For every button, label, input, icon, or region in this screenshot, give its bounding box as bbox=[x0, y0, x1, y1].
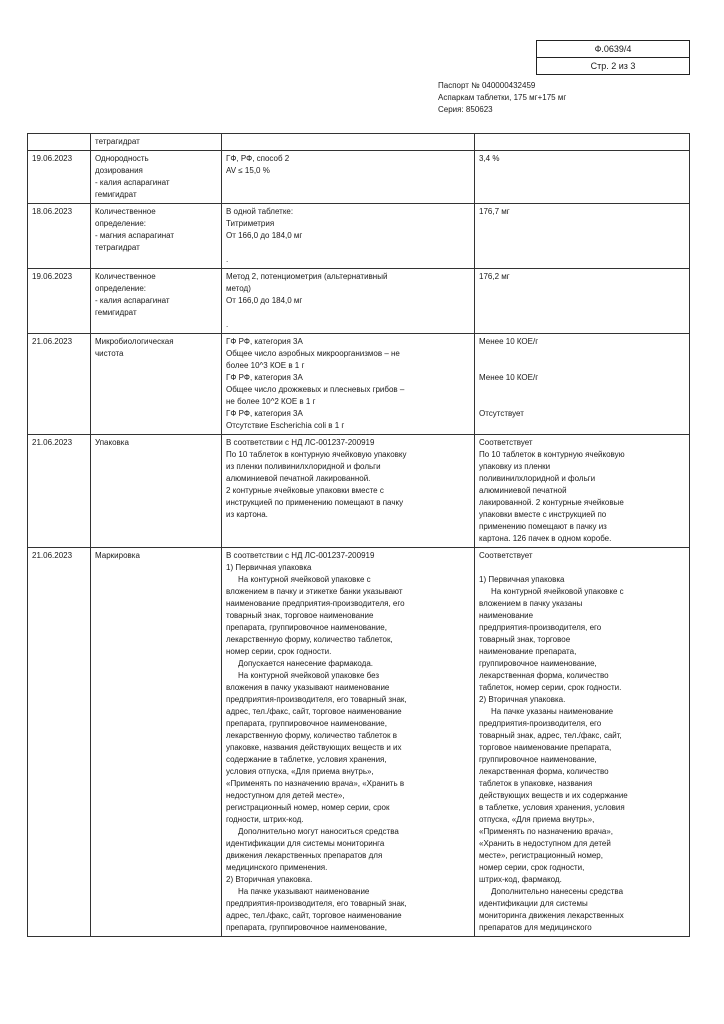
cell-line: метод) bbox=[226, 284, 251, 293]
cell-line: От 166,0 до 184,0 мг bbox=[226, 231, 303, 240]
cell-line: Однородность bbox=[95, 154, 149, 163]
cell-line: мониторинга движения лекарственных bbox=[479, 911, 624, 920]
cell-line bbox=[226, 307, 470, 319]
cell-line: гемигидрат bbox=[95, 308, 137, 317]
cell-line: Титриметрия bbox=[226, 219, 275, 228]
table-row bbox=[28, 548, 690, 937]
cell-line: предприятия-производителя, его товарный знак, bbox=[226, 899, 407, 908]
parameter-cell bbox=[91, 435, 222, 548]
cell-line: 1) Первичная упаковка bbox=[226, 563, 312, 572]
cell-line bbox=[32, 136, 86, 148]
parameter-cell bbox=[91, 269, 222, 334]
date-cell bbox=[28, 204, 91, 269]
cell-line: применению помещают в пачку из bbox=[479, 522, 607, 531]
cell-line: Маркировка bbox=[95, 551, 140, 560]
parameter-cell bbox=[91, 204, 222, 269]
cell-line: На контурной ячейковой упаковке без bbox=[238, 671, 380, 680]
cell-line: лекарственную форму, количество таблеток, bbox=[226, 635, 393, 644]
cell-line: лекарственную форму, количество таблеток в bbox=[226, 731, 397, 740]
cell-line: группировочное наименование, bbox=[479, 659, 597, 668]
cell-line: номер серии, срок годности, bbox=[479, 863, 585, 872]
cell-line: 2 контурные ячейковые упаковки вместе с bbox=[226, 486, 384, 495]
cell-line: В соответствии с НД ЛС-001237-200919 bbox=[226, 438, 375, 447]
cell-line bbox=[226, 242, 470, 254]
form-code-box bbox=[536, 40, 690, 75]
cell-line: годности, штрих-код. bbox=[226, 815, 304, 824]
cell-line: Общее число дрожжевых и плесневых грибов – bbox=[226, 385, 405, 394]
cell-line: из пленки поливинилхлоридной и фольги bbox=[226, 462, 381, 471]
cell-line: Метод 2, потенциометрия (альтернативный bbox=[226, 272, 388, 281]
method-cell bbox=[222, 204, 475, 269]
document-header bbox=[438, 80, 566, 116]
cell-line: более 10^3 КОЕ в 1 г bbox=[226, 361, 305, 370]
cell-line: упаковки вместе с инструкцией по bbox=[479, 510, 607, 519]
cell-line: - калия аспарагинат bbox=[95, 296, 170, 305]
cell-line: торговое наименование препарата, bbox=[479, 743, 612, 752]
cell-line: не более 10^2 КОЕ в 1 г bbox=[226, 397, 316, 406]
cell-line bbox=[479, 562, 685, 574]
cell-line: предприятия-производителя, его товарный знак, bbox=[226, 695, 407, 704]
date-cell bbox=[28, 269, 91, 334]
cell-line: 21.06.2023 bbox=[32, 551, 73, 560]
cell-line: определение: bbox=[95, 284, 147, 293]
method-cell bbox=[222, 334, 475, 435]
cell-line: «Хранить в недоступном для детей bbox=[479, 839, 611, 848]
cell-line: 21.06.2023 bbox=[32, 438, 73, 447]
table-row bbox=[28, 134, 690, 151]
cell-line bbox=[479, 396, 685, 408]
cell-line: 1) Первичная упаковка bbox=[479, 575, 565, 584]
cell-line: От 166,0 до 184,0 мг bbox=[226, 296, 303, 305]
cell-line: тетрагидрат bbox=[95, 243, 140, 252]
product-name: Аспаркам таблетки, 175 мг+175 мг bbox=[438, 93, 567, 102]
cell-line: «Применять по назначению врача», «Хранить в bbox=[226, 779, 405, 788]
cell-line: инструкцией по применению помещают в пачку bbox=[226, 498, 404, 507]
method-cell bbox=[222, 151, 475, 204]
cell-line: группировочное наименование, bbox=[479, 755, 597, 764]
cell-line: идентификации для системы мониторинга bbox=[226, 839, 385, 848]
method-cell bbox=[222, 548, 475, 937]
result-cell bbox=[475, 204, 690, 269]
cell-line: препарата, группировочное наименование, bbox=[226, 719, 387, 728]
cell-line: наименование bbox=[479, 611, 534, 620]
cell-line: предприятия-производителя, его bbox=[479, 719, 602, 728]
cell-line: 19.06.2023 bbox=[32, 154, 73, 163]
cell-line: На контурной ячейковой упаковке с bbox=[491, 587, 624, 596]
cell-line: ГФ РФ, категория 3А bbox=[226, 373, 303, 382]
cell-line: вложения в пачку указывают наименование bbox=[226, 683, 390, 692]
cell-line: Дополнительно нанесены средства bbox=[491, 887, 624, 896]
cell-line: препарата, группировочное наименование, bbox=[226, 923, 387, 932]
cell-line: в таблетке, условия хранения, условия bbox=[479, 803, 625, 812]
cell-line: Допускается нанесение фармакода. bbox=[238, 659, 374, 668]
cell-line: «Применять по назначению врача», bbox=[479, 827, 613, 836]
cell-line: Соответствует bbox=[479, 551, 533, 560]
cell-line: таблеток в упаковке, названия bbox=[479, 779, 593, 788]
result-cell bbox=[475, 334, 690, 435]
cell-line: медицинского применения. bbox=[226, 863, 328, 872]
cell-line: На пачке указаны наименование bbox=[491, 707, 614, 716]
parameter-cell bbox=[91, 548, 222, 937]
table-row bbox=[28, 151, 690, 204]
cell-line: 21.06.2023 bbox=[32, 337, 73, 346]
cell-line: недоступном для детей месте», bbox=[226, 791, 345, 800]
cell-line: штрих-код, фармакод. bbox=[479, 875, 562, 884]
cell-line: 2) Вторичная упаковка. bbox=[479, 695, 566, 704]
table-row bbox=[28, 204, 690, 269]
cell-line: идентификации для системы bbox=[479, 899, 588, 908]
cell-line: таблеток, номер серии, срок годности. bbox=[479, 683, 622, 692]
date-cell bbox=[28, 134, 91, 151]
date-cell bbox=[28, 548, 91, 937]
cell-line: - магния аспарагинат bbox=[95, 231, 175, 240]
cell-line: предприятия-производителя, его bbox=[479, 623, 602, 632]
cell-line: товарный знак, торговое наименование bbox=[226, 611, 374, 620]
cell-line: гемигидрат bbox=[95, 190, 137, 199]
cell-line: препарата, группировочное наименование, bbox=[226, 623, 387, 632]
parameter-cell bbox=[91, 151, 222, 204]
cell-line: адрес, тел./факс, сайт, торговое наименование bbox=[226, 911, 402, 920]
cell-line: Микробиологическая bbox=[95, 337, 174, 346]
cell-line: картона. 126 пачек в одном коробе. bbox=[479, 534, 612, 543]
result-cell bbox=[475, 151, 690, 204]
cell-line: дозирования bbox=[95, 166, 143, 175]
cell-line: лакированной. 2 контурные ячейковые bbox=[479, 498, 624, 507]
cell-line: условия отпуска, «Для приема внутрь», bbox=[226, 767, 374, 776]
cell-line: ГФ, РФ, способ 2 bbox=[226, 154, 290, 163]
cell-line: 176,7 мг bbox=[479, 207, 510, 216]
cell-line: алюминиевой печатной лакированной. bbox=[226, 474, 371, 483]
passport-number: Паспорт № 040000432459 bbox=[438, 81, 536, 90]
series-number: Серия: 850623 bbox=[438, 105, 493, 114]
cell-line: По 10 таблеток в контурную ячейковую bbox=[479, 450, 625, 459]
cell-line: чистота bbox=[95, 349, 124, 358]
date-cell bbox=[28, 334, 91, 435]
cell-line: наименование предприятия-производителя, его bbox=[226, 599, 405, 608]
result-cell bbox=[475, 269, 690, 334]
cell-line: На пачке указывают наименование bbox=[238, 887, 370, 896]
cell-line: упаковке, названия действующих веществ и их bbox=[226, 743, 402, 752]
cell-line: Отсутствие Escherichia coli в 1 г bbox=[226, 421, 345, 430]
cell-line bbox=[479, 348, 685, 360]
cell-line bbox=[479, 420, 685, 432]
cell-line: вложением в пачку и этикетке банки указывают bbox=[226, 587, 403, 596]
method-cell bbox=[222, 269, 475, 334]
cell-line: 19.06.2023 bbox=[32, 272, 73, 281]
cell-line: номер серии, срок годности. bbox=[226, 647, 332, 656]
cell-line: упаковку из пленки bbox=[479, 462, 551, 471]
cell-line bbox=[479, 360, 685, 372]
cell-line: месте», регистрационный номер, bbox=[479, 851, 603, 860]
cell-line: По 10 таблеток в контурную ячейковую упаковку bbox=[226, 450, 407, 459]
cell-line: AV ≤ 15,0 % bbox=[226, 166, 270, 175]
result-cell bbox=[475, 548, 690, 937]
cell-line: В одной таблетке: bbox=[226, 207, 294, 216]
cell-line: Менее 10 КОЕ/г bbox=[479, 373, 539, 382]
cell-line: . bbox=[226, 320, 229, 329]
cell-line: В соответствии с НД ЛС-001237-200919 bbox=[226, 551, 375, 560]
form-code: Ф.0639/4 bbox=[594, 44, 632, 54]
date-cell bbox=[28, 435, 91, 548]
cell-line: вложением в пачку указаны bbox=[479, 599, 583, 608]
test-results-table bbox=[27, 133, 690, 937]
cell-line: лекарственная форма, количество bbox=[479, 767, 609, 776]
cell-line: 3,4 % bbox=[479, 154, 500, 163]
parameter-cell bbox=[91, 334, 222, 435]
cell-line: определение: bbox=[95, 219, 147, 228]
cell-line: - калия аспарагинат bbox=[95, 178, 170, 187]
result-cell bbox=[475, 134, 690, 151]
cell-line: отпуска, «Для приема внутрь», bbox=[479, 815, 595, 824]
cell-line: алюминиевой печатной bbox=[479, 486, 567, 495]
cell-line: наименование препарата, bbox=[479, 647, 577, 656]
cell-line: Упаковка bbox=[95, 438, 129, 447]
cell-line: Соответствует bbox=[479, 438, 533, 447]
table-row bbox=[28, 334, 690, 435]
cell-line: регистрационный номер, номер серии, срок bbox=[226, 803, 390, 812]
cell-line: товарный знак, адрес, тел./факс, сайт, bbox=[479, 731, 622, 740]
cell-line: из картона. bbox=[226, 510, 268, 519]
parameter-cell bbox=[91, 134, 222, 151]
cell-line: Менее 10 КОЕ/г bbox=[479, 337, 539, 346]
cell-line: адрес, тел./факс, сайт, торговое наименование bbox=[226, 707, 402, 716]
cell-line: ГФ РФ, категория 3А bbox=[226, 409, 303, 418]
cell-line: действующих веществ и их содержание bbox=[479, 791, 628, 800]
cell-line: Количественное bbox=[95, 207, 156, 216]
cell-line: 18.06.2023 bbox=[32, 207, 73, 216]
method-cell bbox=[222, 134, 475, 151]
cell-line: . bbox=[226, 255, 229, 264]
method-cell bbox=[222, 435, 475, 548]
cell-line: Отсутствует bbox=[479, 409, 524, 418]
cell-line: Дополнительно могут наноситься средства bbox=[238, 827, 399, 836]
cell-line: ГФ РФ, категория 3А bbox=[226, 337, 303, 346]
result-cell bbox=[475, 435, 690, 548]
cell-line: 176,2 мг bbox=[479, 272, 510, 281]
cell-line: 2) Вторичная упаковка. bbox=[226, 875, 313, 884]
cell-line: поливинилхлоридной и фольги bbox=[479, 474, 596, 483]
cell-line: лекарственная форма, количество bbox=[479, 671, 609, 680]
cell-line: Количественное bbox=[95, 272, 156, 281]
cell-line: тетрагидрат bbox=[95, 137, 140, 146]
cell-line: препаратов для медицинского bbox=[479, 923, 592, 932]
cell-line: товарный знак, торговое bbox=[479, 635, 571, 644]
date-cell bbox=[28, 151, 91, 204]
table-row bbox=[28, 435, 690, 548]
cell-line: движения лекарственных препаратов для bbox=[226, 851, 383, 860]
cell-line: содержание в таблетке, условия хранения, bbox=[226, 755, 387, 764]
cell-line: Общее число аэробных микроорганизмов – не bbox=[226, 349, 400, 358]
table-row bbox=[28, 269, 690, 334]
page-number: Стр. 2 из 3 bbox=[537, 57, 689, 74]
cell-line bbox=[479, 384, 685, 396]
cell-line: На контурной ячейковой упаковке с bbox=[238, 575, 371, 584]
